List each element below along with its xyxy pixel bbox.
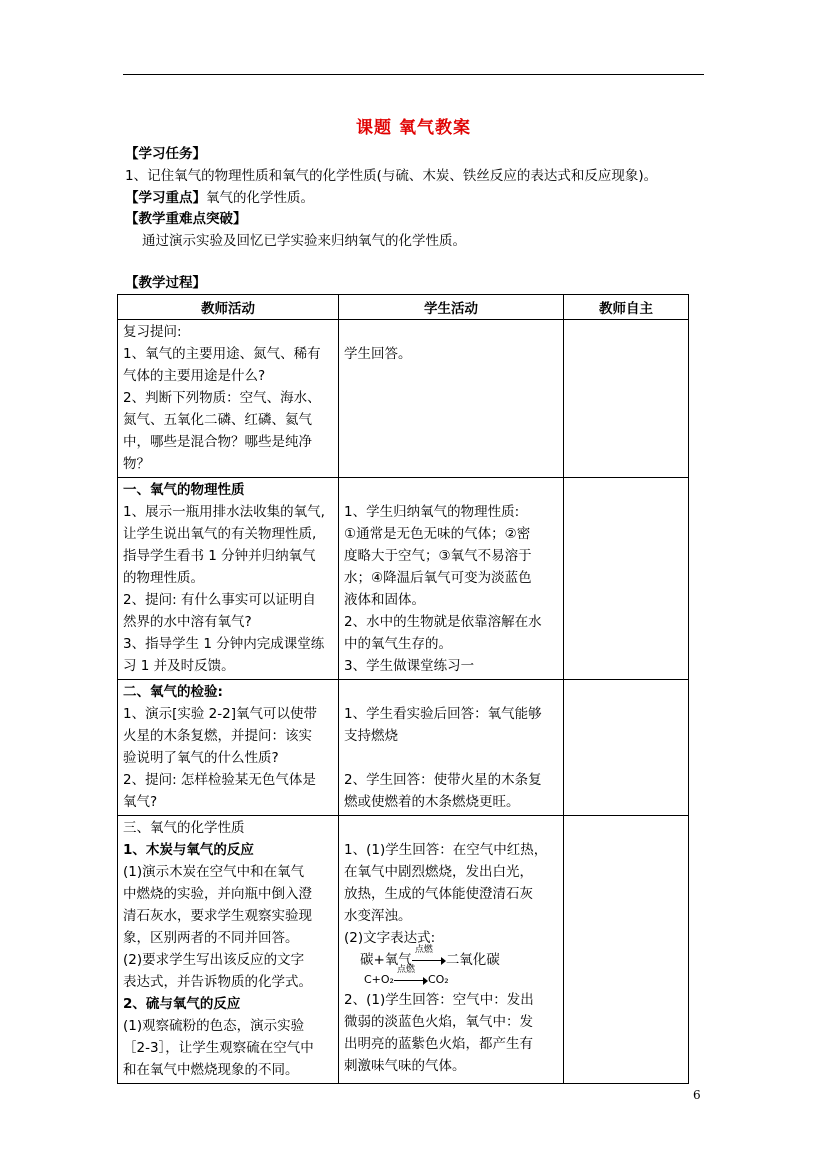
student-cell	[339, 816, 564, 1084]
table-row	[118, 478, 689, 680]
text-line: 2、提问: 怎样检验某无色气体是	[123, 772, 316, 788]
text-line	[344, 747, 559, 769]
text-line: 液体和固体。	[344, 592, 425, 608]
text-line: (1)演示木炭在空气中和在氧气	[123, 864, 305, 880]
subsection-heading: 1、木炭与氧气的反应	[123, 842, 254, 858]
text-line: (2)要求学生写出该反应的文字	[123, 952, 305, 968]
page-title: 课题 氧气教案	[356, 118, 471, 138]
text-line: 度略大于空气；③氧气不易溶于	[344, 548, 532, 564]
formula-equation	[344, 965, 559, 989]
subsection-heading: 2、硫与氧气的反应	[123, 996, 241, 1012]
equation-product: CO₂	[427, 973, 449, 986]
teacher-cell	[118, 680, 339, 816]
text-line: 2、水中的生物就是依靠溶解在水	[344, 614, 542, 630]
equation-reactants: 碳+氧气	[360, 952, 412, 968]
text-line: 氧气?	[123, 794, 158, 810]
text-line: 指导学生看书 1 分钟并归纳氧气	[123, 548, 316, 564]
text-line: 1、氧气的主要用途、氮气、稀有	[123, 346, 321, 362]
text-line	[344, 817, 559, 839]
text-line: 表达式，并告诉物质的化学式。	[123, 974, 312, 990]
text-line: 让学生说出氧气的有关物理性质,	[123, 526, 317, 542]
text-line: 1、学生归纳氧气的物理性质:	[344, 504, 520, 520]
text-line: 清石灰水，要求学生观察实验现	[123, 908, 312, 924]
process-heading: 【教学过程】	[125, 275, 206, 291]
text-line: 中的氧气生存的。	[344, 636, 452, 652]
text-line: 1、演示[实验 2-2]氧气可以使带	[123, 706, 317, 722]
difficulty-heading: 【教学重难点突破】	[125, 211, 247, 227]
text-line: 物？	[123, 456, 150, 472]
table-row	[118, 320, 689, 478]
reaction-arrow-icon	[394, 965, 428, 986]
focus-label: 【学习重点】	[125, 190, 206, 206]
section-heading: 一、氧气的物理性质	[123, 482, 245, 498]
section-heading: 二、氧气的检验:	[123, 684, 223, 700]
student-cell	[339, 478, 564, 680]
text-line	[344, 681, 559, 703]
teacher-cell	[118, 320, 339, 478]
text-line: 水；④降温后氧气可变为淡蓝色	[344, 570, 532, 586]
text-line: ［2-3］，让学生观察硫在空气中	[123, 1040, 314, 1056]
notes-cell	[564, 478, 689, 680]
text-line: 3、学生做课堂练习一	[344, 658, 475, 674]
table-header-row	[118, 295, 689, 320]
teacher-cell	[118, 478, 339, 680]
text-line	[344, 321, 559, 343]
text-line: 氮气、五氧化二磷、红磷、氦气	[123, 412, 312, 428]
text-line: (1)观察硫粉的色态，演示实验	[123, 1018, 305, 1034]
text-line: 中燃烧的实验，并向瓶中倒入澄	[123, 886, 312, 902]
word-equation	[344, 945, 559, 971]
notes-cell	[564, 680, 689, 816]
text-line: 复习提问:	[123, 324, 182, 340]
text-line: 在氧气中剧烈燃烧，发出白光，	[344, 864, 533, 880]
text-line: 和在氧气中燃烧现象的不同。	[123, 1062, 299, 1078]
header-teacher-activity: 教师活动	[118, 295, 339, 320]
difficulty-text: 通过演示实验及回忆已学实验来归纳氧气的化学性质。	[142, 233, 466, 249]
text-line: 1、展示一瓶用排水法收集的氧气,	[123, 504, 325, 520]
text-line: 刺激味气味的气体。	[344, 1058, 466, 1074]
header-rule	[123, 74, 704, 75]
table-row	[118, 680, 689, 816]
text-line: 气体的主要用途是什么?	[123, 368, 266, 384]
focus-text: 氧气的化学性质。	[206, 190, 314, 206]
student-cell	[339, 320, 564, 478]
text-line: (2)文字表达式:	[344, 930, 436, 946]
text-line: 3、指导学生 1 分钟内完成课堂练	[123, 636, 325, 652]
text-line: 验说明了氧气的什么性质?	[123, 750, 279, 766]
equation-product: 二氧化碳	[445, 952, 500, 968]
text-line: 象，区别两者的不同并回答。	[123, 930, 299, 946]
text-line: 然界的水中溶有氧气?	[123, 614, 252, 630]
text-line: 2、(1)学生回答：空气中：发出	[344, 992, 534, 1008]
text-line: 1、(1)学生回答：在空气中红热，	[344, 842, 548, 858]
text-line: 出明亮的蓝紫色火焰，都产生有	[344, 1036, 533, 1052]
student-cell	[339, 680, 564, 816]
focus-line	[125, 189, 314, 207]
text-line: 2、判断下列物质：空气、海水、	[123, 390, 321, 406]
task-item: 1、记住氧气的物理性质和氧气的化学性质(与硫、木炭、铁丝反应的表达式和反应现象)。	[125, 168, 658, 184]
page-number: 6	[693, 1088, 701, 1102]
equation-reactants: C+O₂	[364, 973, 394, 986]
text-line: 2、提问: 有什么事实可以证明自	[123, 592, 316, 608]
text-line: 1、学生看实验后回答：氧气能够	[344, 706, 542, 722]
text-line: 燃或使燃着的木条燃烧更旺。	[344, 794, 520, 810]
text-line: ①通常是无色无味的气体；②密	[344, 526, 531, 542]
text-line: 中，哪些是混合物？哪些是纯净	[123, 434, 312, 450]
text-line	[344, 479, 559, 501]
reaction-arrow-icon	[412, 945, 446, 966]
task-heading: 【学习任务】	[125, 146, 206, 162]
text-line: 水变浑浊。	[344, 908, 412, 924]
text-line: 学生回答。	[344, 346, 412, 362]
teaching-process-table	[117, 294, 689, 1084]
section-heading: 三、氧气的化学性质	[123, 820, 245, 836]
reaction-condition: 点燃	[396, 965, 415, 975]
text-line: 微弱的淡蓝色火焰，氧气中：发	[344, 1014, 533, 1030]
text-line: 放热，生成的气体能使澄清石灰	[344, 886, 533, 902]
text-line: 2、学生回答：使带火星的木条复	[344, 772, 542, 788]
teacher-cell	[118, 816, 339, 1084]
text-line: 火星的木条复燃，并提问：该实	[123, 728, 312, 744]
notes-cell	[564, 320, 689, 478]
header-teacher-notes: 教师自主	[564, 295, 689, 320]
reaction-condition: 点燃	[414, 945, 433, 955]
table-row	[118, 816, 689, 1084]
text-line: 支持燃烧	[344, 728, 398, 744]
text-line: 习 1 并及时反馈。	[123, 658, 235, 674]
header-student-activity: 学生活动	[339, 295, 564, 320]
notes-cell	[564, 816, 689, 1084]
text-line: 的物理性质。	[123, 570, 204, 586]
